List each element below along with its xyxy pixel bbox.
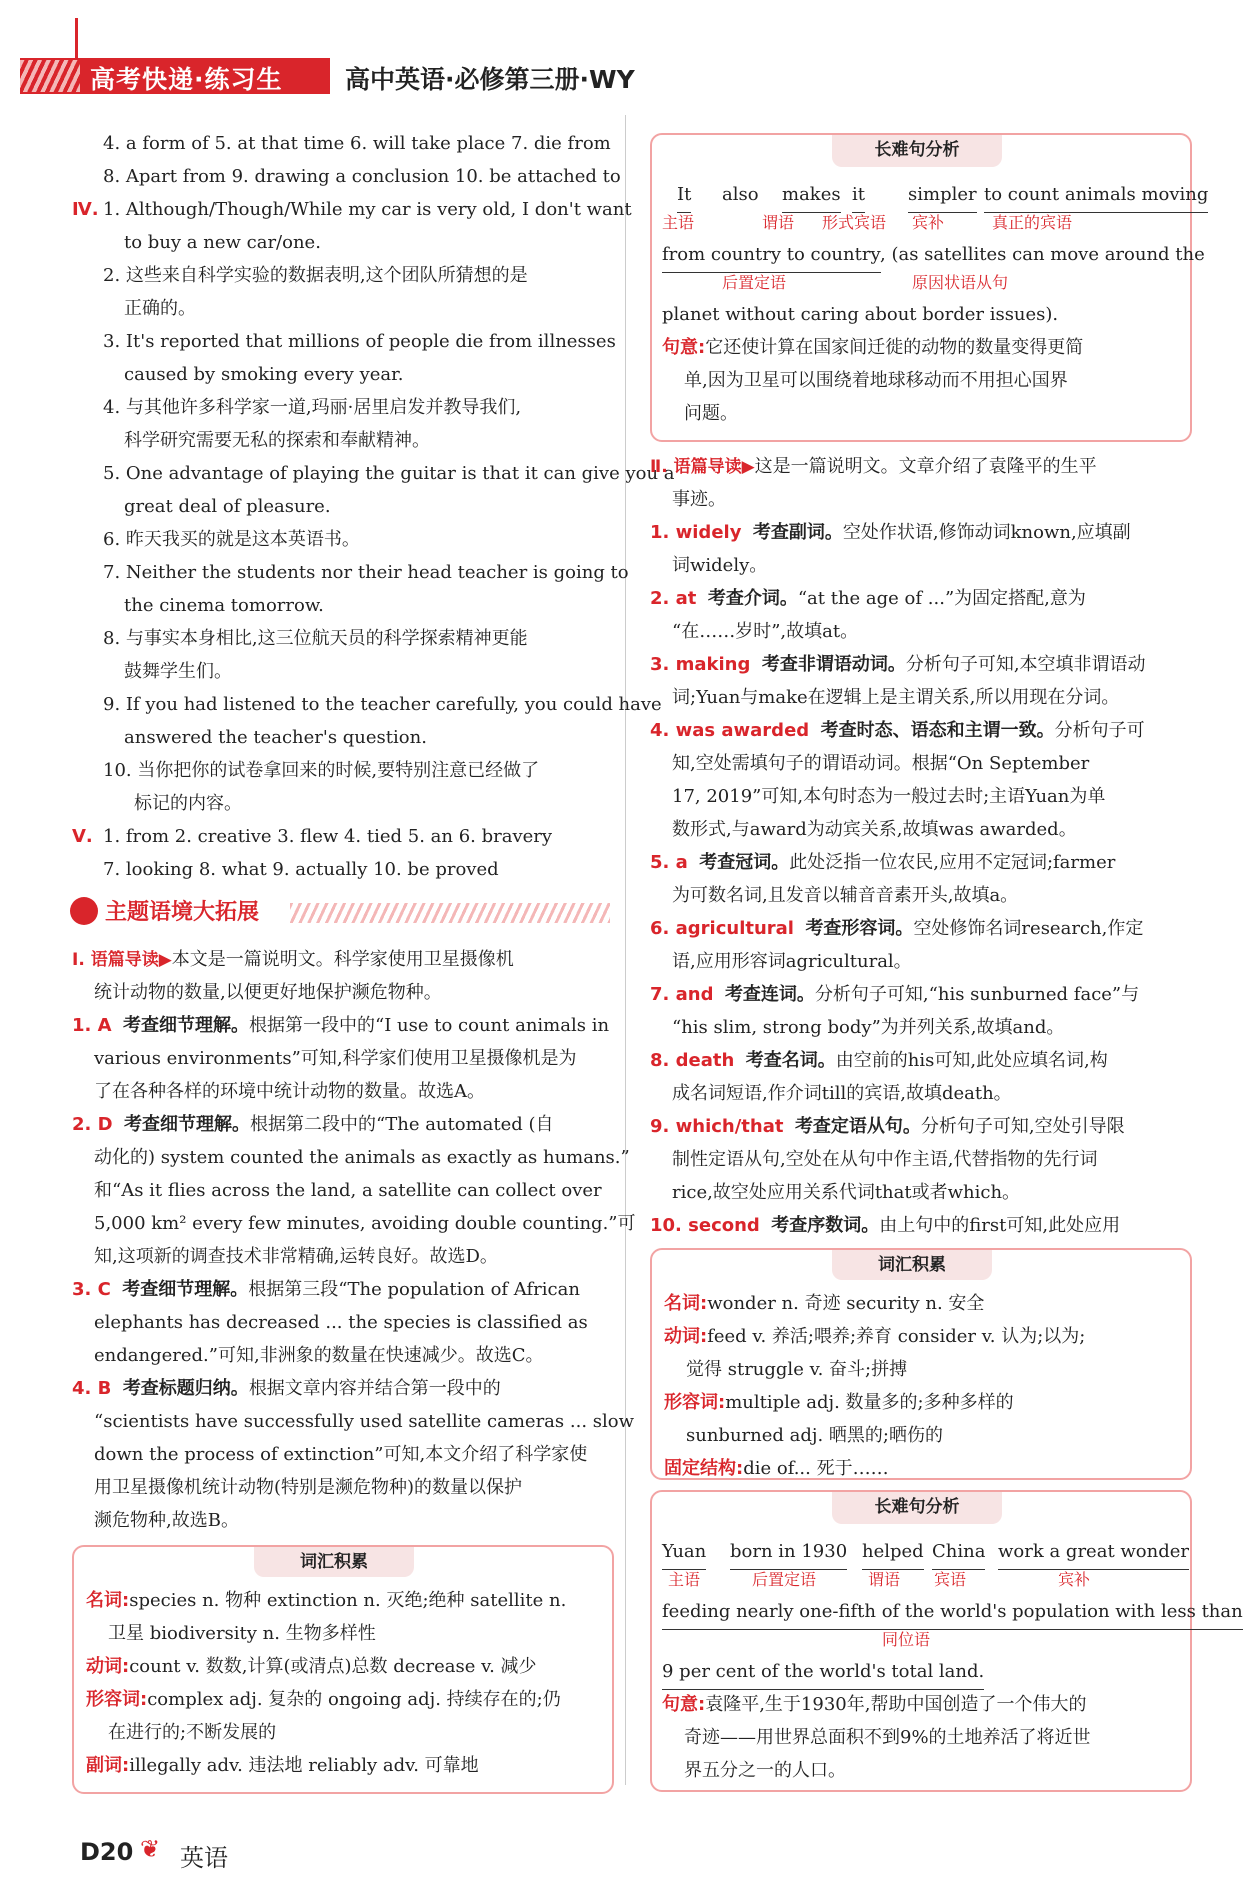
sentence-box-1-tab: 长难句分析 — [832, 135, 1002, 167]
answers-line-1: 4. a form of 5. at that time 6. will take place 7. die from — [103, 133, 611, 154]
a7-kind: 考查连词。 — [724, 984, 815, 1005]
q2-d: 5,000 km² every few minutes, avoiding double counting.”可 — [94, 1213, 636, 1234]
a6-kind: 考查形容词。 — [805, 918, 914, 939]
s1-anno-formal-object: 形式宾语 — [822, 213, 887, 232]
s1-phrase-attribute: from country to country — [662, 239, 881, 273]
a7-b: “his slim, strong body”为并列关系,故填and。 — [672, 1017, 1065, 1038]
iv-5a: 5. One advantage of playing the guitar is that it can give you a — [103, 463, 675, 484]
a1-a: 空处作状语,修饰动词known,应填副 — [842, 522, 1131, 543]
vocab2-verb-a: feed v. 养活;喂养;养育 consider v. 认为;以为; — [707, 1326, 1086, 1347]
iv-8a: 8. 与事实本身相比,这三位航天员的科学探索精神更能 — [103, 628, 528, 649]
q1-a: 根据第一段中的“I use to count animals in — [249, 1015, 610, 1036]
a6-b: 语,应用形容词agricultural。 — [672, 951, 912, 972]
header-subtitle: 高中英语·必修第三册·WY — [345, 65, 635, 94]
s2-anno-appositive: 同位语 — [882, 1630, 931, 1649]
vocab2-verb-label: 动词: — [664, 1326, 708, 1347]
a9-b: 制性定语从句,空处在从句中作主语,代替指物的先行词 — [672, 1149, 1098, 1170]
a1-b: 词widely。 — [672, 555, 768, 576]
banner-title: 主题语境大拓展 — [105, 900, 260, 925]
s2-line-2: feeding nearly one-fifth of the world's population with less than — [662, 1596, 1243, 1630]
a9-a: 分析句子可知,空处引导限 — [920, 1116, 1125, 1137]
q4-c: down the process of extinction”可知,本文介绍了科学家使 — [94, 1444, 588, 1465]
s2-anno-subject: 主语 — [668, 1570, 701, 1589]
q3-b: elephants has decreased ... the species is classified as — [94, 1312, 588, 1333]
q2-answer: 2. D — [72, 1114, 113, 1135]
vocab2-adj-a: multiple adj. 数量多的;多种多样的 — [725, 1392, 1014, 1413]
vocab-adv-label: 副词: — [86, 1755, 130, 1776]
s1-translation-label: 句意: — [662, 337, 706, 358]
sentence-box-2 — [650, 1490, 1243, 1792]
a6-a: 空处修饰名词research,作定 — [913, 918, 1144, 939]
section-v-label: Ⅴ. — [72, 826, 93, 847]
vocab2-adj-label: 形容词: — [664, 1392, 726, 1413]
leaf-icon: ❦ — [140, 1835, 161, 1863]
s2-translation-label: 句意: — [662, 1694, 706, 1715]
a4-b: 知,空处需填句子的谓语动词。根据“On September — [672, 753, 1090, 774]
a10-kind: 考查序数词。 — [771, 1215, 880, 1236]
vocab2-fixed-label: 固定结构: — [664, 1458, 744, 1479]
page-number: D20 — [80, 1838, 134, 1866]
i-intro-b: 统计动物的数量,以便更好地保护濒危物种。 — [94, 982, 442, 1003]
iv-9b: answered the teacher's question. — [124, 727, 427, 748]
answers-line-2: 8. Apart from 9. drawing a conclusion 10. be attached to — [103, 166, 621, 187]
s1-translation-c: 问题。 — [684, 403, 738, 424]
section-iv-label: Ⅳ. — [72, 199, 99, 220]
iv-10b: 标记的内容。 — [134, 793, 242, 814]
s1-line-3: planet without caring about border issues). — [662, 304, 1059, 325]
q4-d: 用卫星摄像机统计动物(特别是濒危物种)的数量以保护 — [94, 1477, 523, 1498]
s1-word-complement: simpler — [908, 179, 977, 213]
a9-kind: 考查定语从句。 — [794, 1116, 921, 1137]
i-intro-a: 本文是一篇说明文。科学家使用卫星摄像机 — [171, 949, 514, 970]
s2-translation-b: 奇迹——用世界总面积不到9%的土地养活了将近世 — [684, 1727, 1091, 1748]
a6-answer: 6. agricultural — [650, 918, 794, 939]
q4-a: 根据文章内容并结合第一段中的 — [248, 1378, 501, 1399]
a5-b: 为可数名词,且发音以辅音音素开头,故填a。 — [672, 885, 1019, 906]
a1-kind: 考查副词。 — [752, 522, 843, 543]
vocab-adj-label: 形容词: — [86, 1689, 148, 1710]
q3-a: 根据第三段“The population of African — [248, 1279, 580, 1300]
a4-c: 17, 2019”可知,本句时态为一般过去时;主语Yuan为单 — [672, 786, 1106, 807]
a4-kind: 考查时态、语态和主谓一致。 — [820, 720, 1055, 741]
vocab-adj-a: complex adj. 复杂的 ongoing adj. 持续存在的;仍 — [147, 1689, 561, 1710]
q2-kind: 考查细节理解。 — [124, 1114, 251, 1135]
s2-word-attribute: born in 1930 — [730, 1536, 847, 1570]
a8-a: 由空前的his可知,此处应填名词,构 — [835, 1050, 1108, 1071]
s1-word-formal-object: it — [852, 179, 865, 213]
a3-kind: 考查非谓语动词。 — [761, 654, 906, 675]
vocab-noun-b: 卫星 biodiversity n. 生物多样性 — [108, 1623, 376, 1644]
s1-anno-subject: 主语 — [662, 213, 695, 232]
iv-2b: 正确的。 — [124, 298, 196, 319]
a5-a: 此处泛指一位农民,应用不定冠词;farmer — [789, 852, 1116, 873]
iv-4a: 4. 与其他许多科学家一道,玛丽·居里启发并教导我们, — [103, 397, 522, 418]
vocab-box-right-tab: 词汇积累 — [832, 1250, 992, 1280]
s2-line-3: 9 per cent of the world's total land. — [662, 1656, 984, 1690]
q3-answer: 3. C — [72, 1279, 111, 1300]
q1-kind: 考查细节理解。 — [123, 1015, 250, 1036]
a10-answer: 10. second — [650, 1215, 760, 1236]
s2-translation-c: 界五分之一的人口。 — [684, 1760, 846, 1781]
vocab-verb: count v. 数数,计算(或清点)总数 decrease v. 减少 — [129, 1656, 537, 1677]
v-line-2: 7. looking 8. what 9. actually 10. be proved — [103, 859, 499, 880]
s2-word-object: China — [932, 1536, 985, 1570]
iv-7b: the cinema tomorrow. — [124, 595, 324, 616]
s2-word-verb: helped — [862, 1536, 924, 1570]
q4-answer: 4. B — [72, 1378, 112, 1399]
iv-8b: 鼓舞学生们。 — [124, 661, 232, 682]
s1-anno-verb: 谓语 — [762, 213, 795, 232]
a9-c: rice,故空处应用关系代词that或者which。 — [672, 1182, 1021, 1203]
s1-word-also: also — [722, 184, 759, 205]
a3-a: 分析句子可知,本空填非谓语动 — [905, 654, 1146, 675]
a7-a: 分析句子可知,“his sunburned face”与 — [814, 984, 1140, 1005]
a4-d: 数形式,与award为动宾关系,故填was awarded。 — [672, 819, 1077, 840]
iv-3a: 3. It's reported that millions of people die from illnesses — [103, 331, 616, 352]
a2-b: “在……岁时”,故填at。 — [672, 621, 859, 642]
ii-intro-a: 这是一篇说明文。文章介绍了袁隆平的生平 — [754, 456, 1097, 477]
a1-answer: 1. widely — [650, 522, 742, 543]
s1-translation-b: 单,因为卫星可以围绕着地球移动而不用担心国界 — [684, 370, 1068, 391]
a5-answer: 5. a — [650, 852, 688, 873]
s1-clause-reason: , (as satellites can move around the — [880, 244, 1205, 265]
section-i-label: Ⅰ. 语篇导读▶ — [72, 950, 172, 970]
vocab-adj-b: 在进行的;不断发展的 — [108, 1722, 277, 1743]
q4-kind: 考查标题归纳。 — [122, 1378, 249, 1399]
iv-1a: 1. Although/Though/While my car is very old, I don't want — [103, 199, 632, 220]
s1-anno-reason: 原因状语从句 — [912, 273, 1009, 292]
sentence-box-2-tab: 长难句分析 — [832, 1492, 1002, 1524]
iv-4b: 科学研究需要无私的探索和奉献精神。 — [124, 430, 430, 451]
vocab-box-right — [650, 1248, 1192, 1480]
q1-c: 了在各种各样的环境中统计动物的数量。故选A。 — [94, 1081, 485, 1102]
s2-anno-object: 宾语 — [934, 1570, 967, 1589]
vocab-noun-label: 名词: — [86, 1590, 130, 1611]
vocab-adv: illegally adv. 违法地 reliably adv. 可靠地 — [129, 1755, 479, 1776]
iv-7a: 7. Neither the students nor their head teacher is going to — [103, 562, 629, 583]
a8-answer: 8. death — [650, 1050, 735, 1071]
v-line-1: 1. from 2. creative 3. flew 4. tied 5. an 6. bravery — [103, 826, 553, 847]
a9-answer: 9. which/that — [650, 1116, 784, 1137]
vocab2-adj-b: sunburned adj. 晒黑的;晒伤的 — [686, 1425, 943, 1446]
s1-anno-complement: 宾补 — [912, 213, 945, 232]
s2-word-complement: work a great wonder — [998, 1536, 1189, 1570]
vocab-verb-label: 动词: — [86, 1656, 130, 1677]
q2-e: 知,这项新的调查技术非常精确,运转良好。故选D。 — [94, 1246, 498, 1267]
q4-e: 濒危物种,故选B。 — [94, 1510, 239, 1531]
s1-anno-real-object: 真正的宾语 — [992, 213, 1073, 232]
s2-translation-a: 袁隆平,生于1930年,帮助中国创造了一个伟大的 — [705, 1694, 1087, 1715]
vocab2-fixed: die of... 死于…… — [743, 1458, 889, 1479]
s1-word-real-object: to count animals moving — [984, 179, 1208, 213]
a8-b: 成名词短语,作介词till的宾语,故填death。 — [672, 1083, 1012, 1104]
iv-5b: great deal of pleasure. — [124, 496, 331, 517]
s1-word-subject: It — [677, 179, 691, 213]
vocab2-verb-b: 觉得 struggle v. 奋斗;拼搏 — [686, 1359, 908, 1380]
a8-kind: 考查名词。 — [745, 1050, 836, 1071]
subject-label: 英语 — [180, 1844, 228, 1872]
a4-answer: 4. was awarded — [650, 720, 810, 741]
q4-b: “scientists have successfully used satellite cameras ... slow — [94, 1411, 634, 1432]
s2-anno-verb: 谓语 — [868, 1570, 901, 1589]
a5-kind: 考查冠词。 — [699, 852, 790, 873]
s2-anno-attribute: 后置定语 — [752, 1570, 817, 1589]
q3-c: endangered.”可知,非洲象的数量在快速减少。故选C。 — [94, 1345, 544, 1366]
section-ii-label: Ⅱ. 语篇导读▶ — [650, 457, 755, 477]
a3-answer: 3. making — [650, 654, 751, 675]
iv-9a: 9. If you had listened to the teacher carefully, you could have — [103, 694, 662, 715]
vocab-noun-a: species n. 物种 extinction n. 灭绝;绝种 satellite n. — [129, 1590, 567, 1611]
header-title: 高考快递·练习生 — [90, 65, 283, 94]
q2-c: 和“As it flies across the land, a satellite can collect over — [94, 1180, 602, 1201]
iv-6: 6. 昨天我买的就是这本英语书。 — [103, 529, 360, 550]
q1-b: various environments”可知,科学家们使用卫星摄像机是为 — [94, 1048, 577, 1069]
vocab2-noun-label: 名词: — [664, 1293, 708, 1314]
q3-kind: 考查细节理解。 — [122, 1279, 249, 1300]
iv-1b: to buy a new car/one. — [124, 232, 321, 253]
a10-a: 由上句中的first可知,此处应用 — [879, 1215, 1121, 1236]
iv-3b: caused by smoking every year. — [124, 364, 404, 385]
q1-answer: 1. A — [72, 1015, 112, 1036]
s1-anno-attribute: 后置定语 — [722, 273, 787, 292]
s2-word-subject: Yuan — [662, 1536, 706, 1570]
s1-translation-a: 它还使计算在国家间迁徙的动物的数量变得更简 — [705, 337, 1084, 358]
a3-b: 词;Yuan与make在逻辑上是主谓关系,所以用现在分词。 — [672, 687, 1120, 708]
s2-anno-complement: 宾补 — [1058, 1570, 1091, 1589]
s1-word-verb: makes — [782, 179, 841, 213]
a4-a: 分析句子可 — [1054, 720, 1145, 741]
a7-answer: 7. and — [650, 984, 714, 1005]
q2-b: 动化的) system counted the animals as exactly as humans.” — [94, 1147, 630, 1168]
a2-a: “at the age of ...”为固定搭配,意为 — [797, 588, 1086, 609]
iv-10a: 10. 当你把你的试卷拿回来的时候,要特别注意已经做了 — [103, 760, 540, 781]
a2-kind: 考查介词。 — [707, 588, 798, 609]
a2-answer: 2. at — [650, 588, 697, 609]
vocab-box-left-tab: 词汇积累 — [254, 1547, 414, 1577]
q2-a: 根据第二段中的“The automated (自 — [250, 1114, 554, 1135]
vocab2-noun: wonder n. 奇迹 security n. 安全 — [707, 1293, 985, 1314]
iv-2a: 2. 这些来自科学实验的数据表明,这个团队所猜想的是 — [103, 265, 528, 286]
ii-intro-b: 事迹。 — [672, 489, 726, 510]
